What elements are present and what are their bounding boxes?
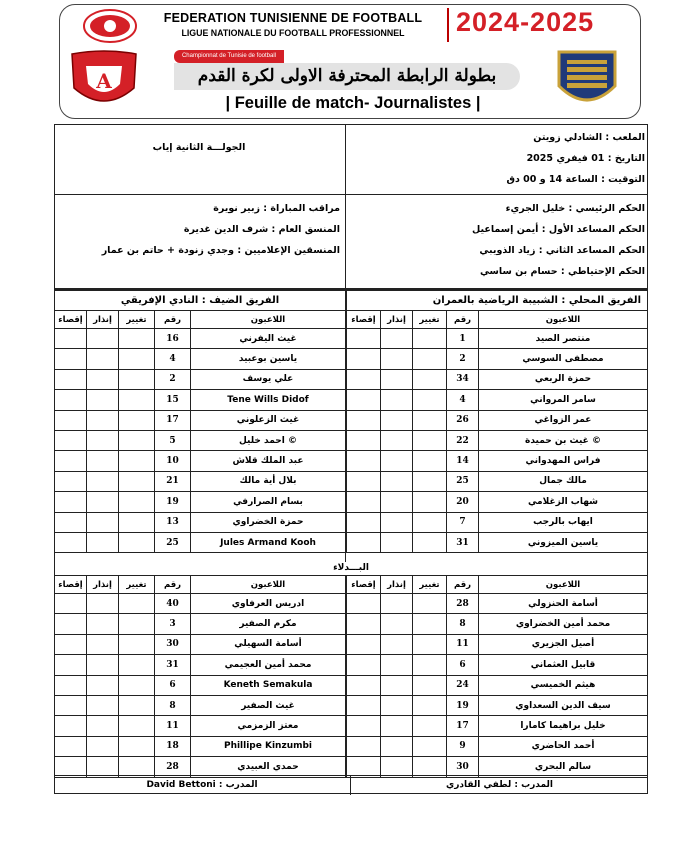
player-number: 5 [155,430,191,450]
player-row [55,614,346,634]
player-name: حمزة الخضراوي [191,512,346,532]
expulsion-cell [55,757,87,777]
home-subs-table [346,575,648,778]
sub-cell [119,369,155,389]
substitutes-label: البـــدلاء [333,562,369,576]
expulsion-cell [55,655,87,675]
warning-cell [87,532,119,552]
expulsion-cell [347,471,381,491]
home-team-table [346,290,648,553]
svg-text:A: A [96,69,112,93]
stadium: الملعب : الشادلي زويتن [533,132,645,143]
warning-cell [87,390,119,410]
expulsion-cell [347,451,381,471]
player-name: حمدي العبيدي [191,757,346,777]
player-row [55,594,346,614]
warning-cell [87,614,119,634]
warning-cell [87,736,119,756]
expulsion-cell [55,430,87,450]
player-row [347,695,648,715]
player-number: 30 [155,634,191,654]
warning-cell [381,410,413,430]
sub-cell [119,695,155,715]
referee: الحكم الرئيسي : خليل الجريء [505,203,645,214]
player-number: 22 [447,430,479,450]
player-row [55,349,346,369]
player-row [55,655,346,675]
warning-cell [381,512,413,532]
staff [58,198,340,261]
player-number: 11 [155,716,191,736]
player-number: 7 [447,512,479,532]
col-number: رقم [155,576,191,594]
expulsion-cell [55,471,87,491]
expulsion-cell [347,369,381,389]
player-name: أصيل الجزيري [479,634,648,654]
player-row [55,451,346,471]
player-row [347,369,648,389]
expulsion-cell [55,695,87,715]
warning-cell [87,349,119,369]
away-subs-table [54,575,346,778]
player-name: غيث اليفرني [191,329,346,349]
expulsion-cell [55,329,87,349]
player-row [55,471,346,491]
expulsion-cell [55,369,87,389]
col-sub: تغيير [413,576,447,594]
player-name: سيف الدين السعداوي [479,695,648,715]
player-row [55,410,346,430]
col-number: رقم [447,576,479,594]
player-row [347,410,648,430]
player-number: 6 [155,675,191,695]
player-row [347,349,648,369]
player-name: Keneth Semakula [191,675,346,695]
sub-cell [413,451,447,471]
sub-cell [119,757,155,777]
expulsion-cell [347,349,381,369]
player-number: 9 [447,736,479,756]
warning-cell [87,410,119,430]
player-row [347,716,648,736]
warning-cell [87,695,119,715]
federation-line2: LIGUE NATIONALE DU FOOTBALL PROFESSIONNEL [181,28,405,38]
player-row [55,492,346,512]
home-team-name: الفريق المحلي : الشبيبة الرياضية بالعمران [347,291,648,311]
warning-cell [381,349,413,369]
player-number: 3 [155,614,191,634]
warning-cell [87,655,119,675]
federation-line1: FEDERATION TUNISIENNE DE FOOTBALL [163,11,423,25]
warning-cell [87,634,119,654]
warning-cell [381,532,413,552]
player-name: أحمد الحاضري [479,736,648,756]
federation-name [148,11,438,38]
expulsion-cell [55,512,87,532]
player-row [55,390,346,410]
coaches-row [54,775,648,794]
expulsion-cell [347,512,381,532]
away-coach: David Bettoni : المدرب [54,776,351,795]
col-warning: إنذار [87,576,119,594]
col-expulsion: إقصاء [347,311,381,329]
expulsion-cell [347,757,381,777]
player-number: 28 [155,757,191,777]
sub-cell [413,614,447,634]
warning-cell [87,512,119,532]
warning-cell [381,369,413,389]
championship-badge: Championnat de Tunisie de football [174,50,284,63]
player-number: 2 [155,369,191,389]
sub-cell [413,410,447,430]
player-number: 31 [155,655,191,675]
player-number: 4 [447,390,479,410]
sub-cell [119,634,155,654]
expulsion-cell [55,634,87,654]
expulsion-cell [55,492,87,512]
match-observer: مراقب المباراة : زبير نويرة [213,203,340,214]
away-team-table [54,290,346,553]
player-number: 14 [447,451,479,471]
player-name: حمزة الربعي [479,369,648,389]
player-number: 13 [155,512,191,532]
home-team-logo [545,48,629,114]
warning-cell [381,451,413,471]
player-name: علي يوسف [191,369,346,389]
player-number: 20 [447,492,479,512]
player-row [55,430,346,450]
player-name: مصطفى السوسي [479,349,648,369]
warning-cell [381,329,413,349]
player-name: أسامة الحنزولي [479,594,648,614]
round: الجولـــة الثانية إياب [152,142,246,153]
player-row [347,634,648,654]
col-players: اللاعبون [191,576,346,594]
player-name: سالم البحري [479,757,648,777]
warning-cell [381,716,413,736]
warning-cell [87,430,119,450]
sub-cell [119,410,155,430]
sub-cell [119,614,155,634]
expulsion-cell [55,451,87,471]
warning-cell [87,369,119,389]
expulsion-cell [347,655,381,675]
expulsion-cell [55,736,87,756]
player-name: شهاب الزغلامي [479,492,648,512]
assistant-referee-1: الحكم المساعد الأول : أيمن إسماعيل [472,224,645,235]
home-coach: المدرب : لطفي القادري [445,780,554,790]
player-number: 24 [447,675,479,695]
player-name: عمر الزواغي [479,410,648,430]
match-time: التوقيت : الساعة 14 و 00 دق [506,174,645,185]
sub-cell [413,512,447,532]
sub-cell [413,634,447,654]
warning-cell [381,594,413,614]
col-players: اللاعبون [191,311,346,329]
player-number: 19 [447,695,479,715]
player-name: محمد أمين الخضراوي [479,614,648,634]
sub-cell [119,451,155,471]
sub-cell [119,655,155,675]
general-coordinator: المنسق العام : شرف الدين غديرة [183,224,340,235]
round-info [58,137,340,158]
col-number: رقم [155,311,191,329]
player-row [55,369,346,389]
warning-cell [87,451,119,471]
player-row [347,675,648,695]
expulsion-cell [347,675,381,695]
sub-cell [119,471,155,491]
warning-cell [381,757,413,777]
warning-cell [87,675,119,695]
expulsion-cell [347,634,381,654]
player-name: Tene Wills Didof [191,390,346,410]
col-expulsion: إقصاء [55,311,87,329]
player-row [347,430,648,450]
player-row [347,492,648,512]
player-name: أسامة السهيلي [191,634,346,654]
away-team-name: الفريق الضيف : النادي الإفريقي [55,291,346,311]
expulsion-cell [347,736,381,756]
player-number: 2 [447,349,479,369]
warning-cell [381,655,413,675]
expulsion-cell [55,532,87,552]
match-date: التاريخ : 01 فيفري 2025 [526,153,645,164]
sub-cell [413,695,447,715]
warning-cell [381,614,413,634]
player-number: 10 [155,451,191,471]
player-number: 19 [155,492,191,512]
sub-cell [413,594,447,614]
player-row [347,451,648,471]
expulsion-cell [347,329,381,349]
expulsion-cell [347,594,381,614]
expulsion-cell [347,430,381,450]
federation-logo [82,8,138,44]
warning-cell [381,430,413,450]
player-row [347,594,648,614]
player-row [347,512,648,532]
player-row [347,757,648,777]
player-number: 18 [155,736,191,756]
col-players: اللاعبون [479,311,648,329]
sub-cell [119,716,155,736]
player-name: منتصر الصيد [479,329,648,349]
expulsion-cell [347,492,381,512]
player-name: فراس المهدواني [479,451,648,471]
warning-cell [87,471,119,491]
player-number: 4 [155,349,191,369]
player-name: خليل براهيما كامارا [479,716,648,736]
expulsion-cell [347,695,381,715]
player-row [55,695,346,715]
expulsion-cell [347,614,381,634]
expulsion-cell [347,390,381,410]
player-number: 8 [447,614,479,634]
warning-cell [87,716,119,736]
player-name: سامر المرواني [479,390,648,410]
sub-cell [413,430,447,450]
player-name: معتز الزمزمي [191,716,346,736]
league-title: بطولة الرابطة المحترفة الاولى لكرة القدم [174,63,520,90]
player-name: ياسين الميزوني [479,532,648,552]
sub-cell [413,675,447,695]
warning-cell [381,695,413,715]
player-number: 11 [447,634,479,654]
col-sub: تغيير [413,311,447,329]
media-coordinators: المنسقين الإعلاميين : وجدي زنودة + حاتم بن عمار [101,245,340,256]
player-number: 17 [155,410,191,430]
col-expulsion: إقصاء [347,576,381,594]
expulsion-cell [55,349,87,369]
player-row [55,634,346,654]
sub-cell [413,532,447,552]
warning-cell [381,471,413,491]
player-row [55,532,346,552]
player-name: غيث الزعلوني [191,410,346,430]
expulsion-cell [55,594,87,614]
player-number: 6 [447,655,479,675]
assistant-referee-2: الحكم المساعد الثاني : زياد الذويبي [479,245,645,256]
player-row [347,532,648,552]
player-row [55,675,346,695]
player-number: 31 [447,532,479,552]
col-expulsion: إقصاء [55,576,87,594]
player-number: 25 [447,471,479,491]
player-name: غيث الصفير [191,695,346,715]
referees [350,198,645,282]
col-number: رقم [447,311,479,329]
player-name: مكرم الصفير [191,614,346,634]
expulsion-cell [55,614,87,634]
sheet-title: | Feuille de match- Journalistes | [225,94,481,112]
player-number: 40 [155,594,191,614]
player-number: 17 [447,716,479,736]
sub-cell [413,369,447,389]
sub-cell [119,532,155,552]
substitutes-heading [54,562,648,575]
player-row [347,614,648,634]
sub-cell [119,675,155,695]
col-warning: إنذار [87,311,119,329]
player-name: Jules Armand Kooh [191,532,346,552]
sub-cell [119,349,155,369]
player-row [55,512,346,532]
player-name: قابيل العثماني [479,655,648,675]
player-row [55,757,346,777]
expulsion-cell [55,716,87,736]
warning-cell [381,675,413,695]
col-sub: تغيير [119,311,155,329]
sub-cell [413,757,447,777]
sub-cell [413,492,447,512]
warning-cell [87,757,119,777]
sub-cell [413,736,447,756]
warning-cell [87,594,119,614]
player-name: غيث بن حميدة © [479,430,648,450]
expulsion-cell [55,675,87,695]
expulsion-cell [55,410,87,430]
player-number: 16 [155,329,191,349]
player-name: Phillipe Kinzumbi [191,736,346,756]
sub-cell [119,492,155,512]
sub-cell [413,329,447,349]
player-name: مالك جمال [479,471,648,491]
player-row [347,655,648,675]
player-number: 26 [447,410,479,430]
player-name: بلال أية مالك [191,471,346,491]
sub-cell [119,329,155,349]
sub-cell [119,512,155,532]
col-warning: إنذار [381,311,413,329]
divider-line [54,194,648,195]
season-label: 2024-2025 [456,7,595,37]
expulsion-cell [347,410,381,430]
club-africain-logo [64,48,144,114]
expulsion-cell [55,390,87,410]
player-number: 15 [155,390,191,410]
match-info [350,127,645,190]
sub-cell [413,471,447,491]
player-row [55,716,346,736]
sub-cell [413,390,447,410]
player-row [347,471,648,491]
player-row [347,736,648,756]
player-number: 34 [447,369,479,389]
player-number: 30 [447,757,479,777]
warning-cell [381,492,413,512]
player-name: محمد أمين العجيمي [191,655,346,675]
player-name: احمد خليل © [191,430,346,450]
sub-cell [119,736,155,756]
sub-cell [119,594,155,614]
expulsion-cell [347,532,381,552]
sub-cell [413,716,447,736]
player-name: ياسين بوعبيد [191,349,346,369]
player-row [55,736,346,756]
player-number: 1 [447,329,479,349]
warning-cell [381,634,413,654]
player-name: ايهاب بالرجب [479,512,648,532]
sub-cell [119,430,155,450]
player-name: عبد الملك قلاش [191,451,346,471]
season-divider [447,8,449,42]
col-players: اللاعبون [479,576,648,594]
warning-cell [87,329,119,349]
reserve-referee: الحكم الإحتياطي : حسام بن ساسي [479,266,645,277]
player-number: 21 [155,471,191,491]
player-name: هيثم الخميسي [479,675,648,695]
player-number: 28 [447,594,479,614]
player-row [55,329,346,349]
sub-cell [413,655,447,675]
expulsion-cell [347,716,381,736]
sub-cell [413,349,447,369]
player-row [347,390,648,410]
warning-cell [87,492,119,512]
col-sub: تغيير [119,576,155,594]
sub-cell [119,390,155,410]
player-number: 25 [155,532,191,552]
player-row [347,329,648,349]
player-name: ادريس العرفاوي [191,594,346,614]
warning-cell [381,736,413,756]
warning-cell [381,390,413,410]
col-warning: إنذار [381,576,413,594]
player-number: 8 [155,695,191,715]
player-name: بسام الصرارفي [191,492,346,512]
